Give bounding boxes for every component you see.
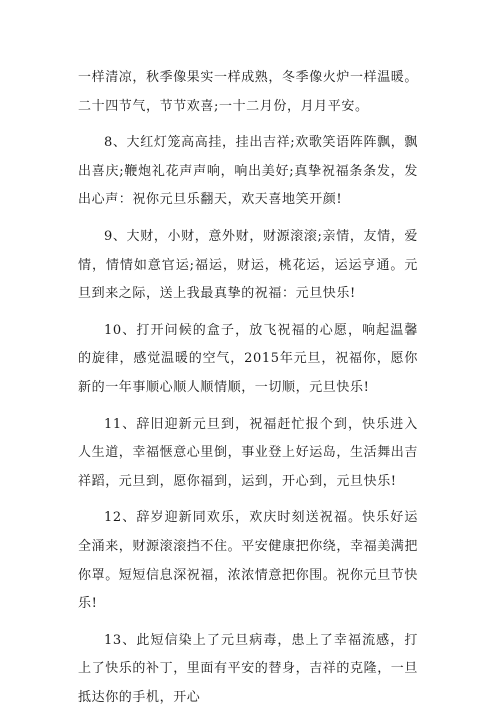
bottom-edge-fade	[0, 554, 500, 566]
paragraph-11: 11、辞旧迎新元旦到，祝福赶忙报个到，快乐进入人生道，幸福惬意心里倒，事业登上好运岛，生活舞出吉祥蹈，元旦到，愿你福到，运到，开心到，元旦快乐!	[78, 416, 419, 489]
paragraph-9: 9、大财，小财，意外财，财源滚滚;亲情，友情，爱情，情情如意官运;福运，财运，桃花运，运运亨通。元旦到来之际，送上我最真挚的祝福：元旦快乐!	[78, 228, 418, 302]
paragraph-10: 10、打开问候的盒子，放飞祝福的心愿，响起温馨的旋律，感觉温暖的空气，2015年元旦，祝福你，愿你新的一年事顺心顺人顺情顺，一切顺，元旦快乐!	[78, 322, 418, 395]
paragraph-8: 8、大红灯笼高高挂，挂出吉祥;欢歌笑语阵阵飘，飘出喜庆;鞭炮礼花声声响，响出美好;真挚祝福条条发，发出心声：祝你元旦乐翻天，欢天喜地笑开颜!	[78, 135, 418, 208]
paragraph-7-continued: 一样清凉，秋季像果实一样成熟，冬季像火炉一样温暖。二十四节气，节节欢喜;一十二月份，月月平安。	[78, 70, 419, 114]
paragraph-12: 12、辞岁迎新同欢乐，欢庆时刻送祝福。快乐好运全涌来，财源滚滚挡不住。平安健康把你绕，幸福美满把你罩。短短信息深祝福，浓浓情意把你围。祝你元旦节快乐!	[78, 510, 419, 612]
paragraph-13: 13、此短信染上了元旦病毒，患上了幸福流感，打上了快乐的补丁，里面有平安的替身，吉祥的克隆，一旦抵达你的手机，开心	[78, 632, 419, 705]
article-body	[78, 64, 418, 720]
